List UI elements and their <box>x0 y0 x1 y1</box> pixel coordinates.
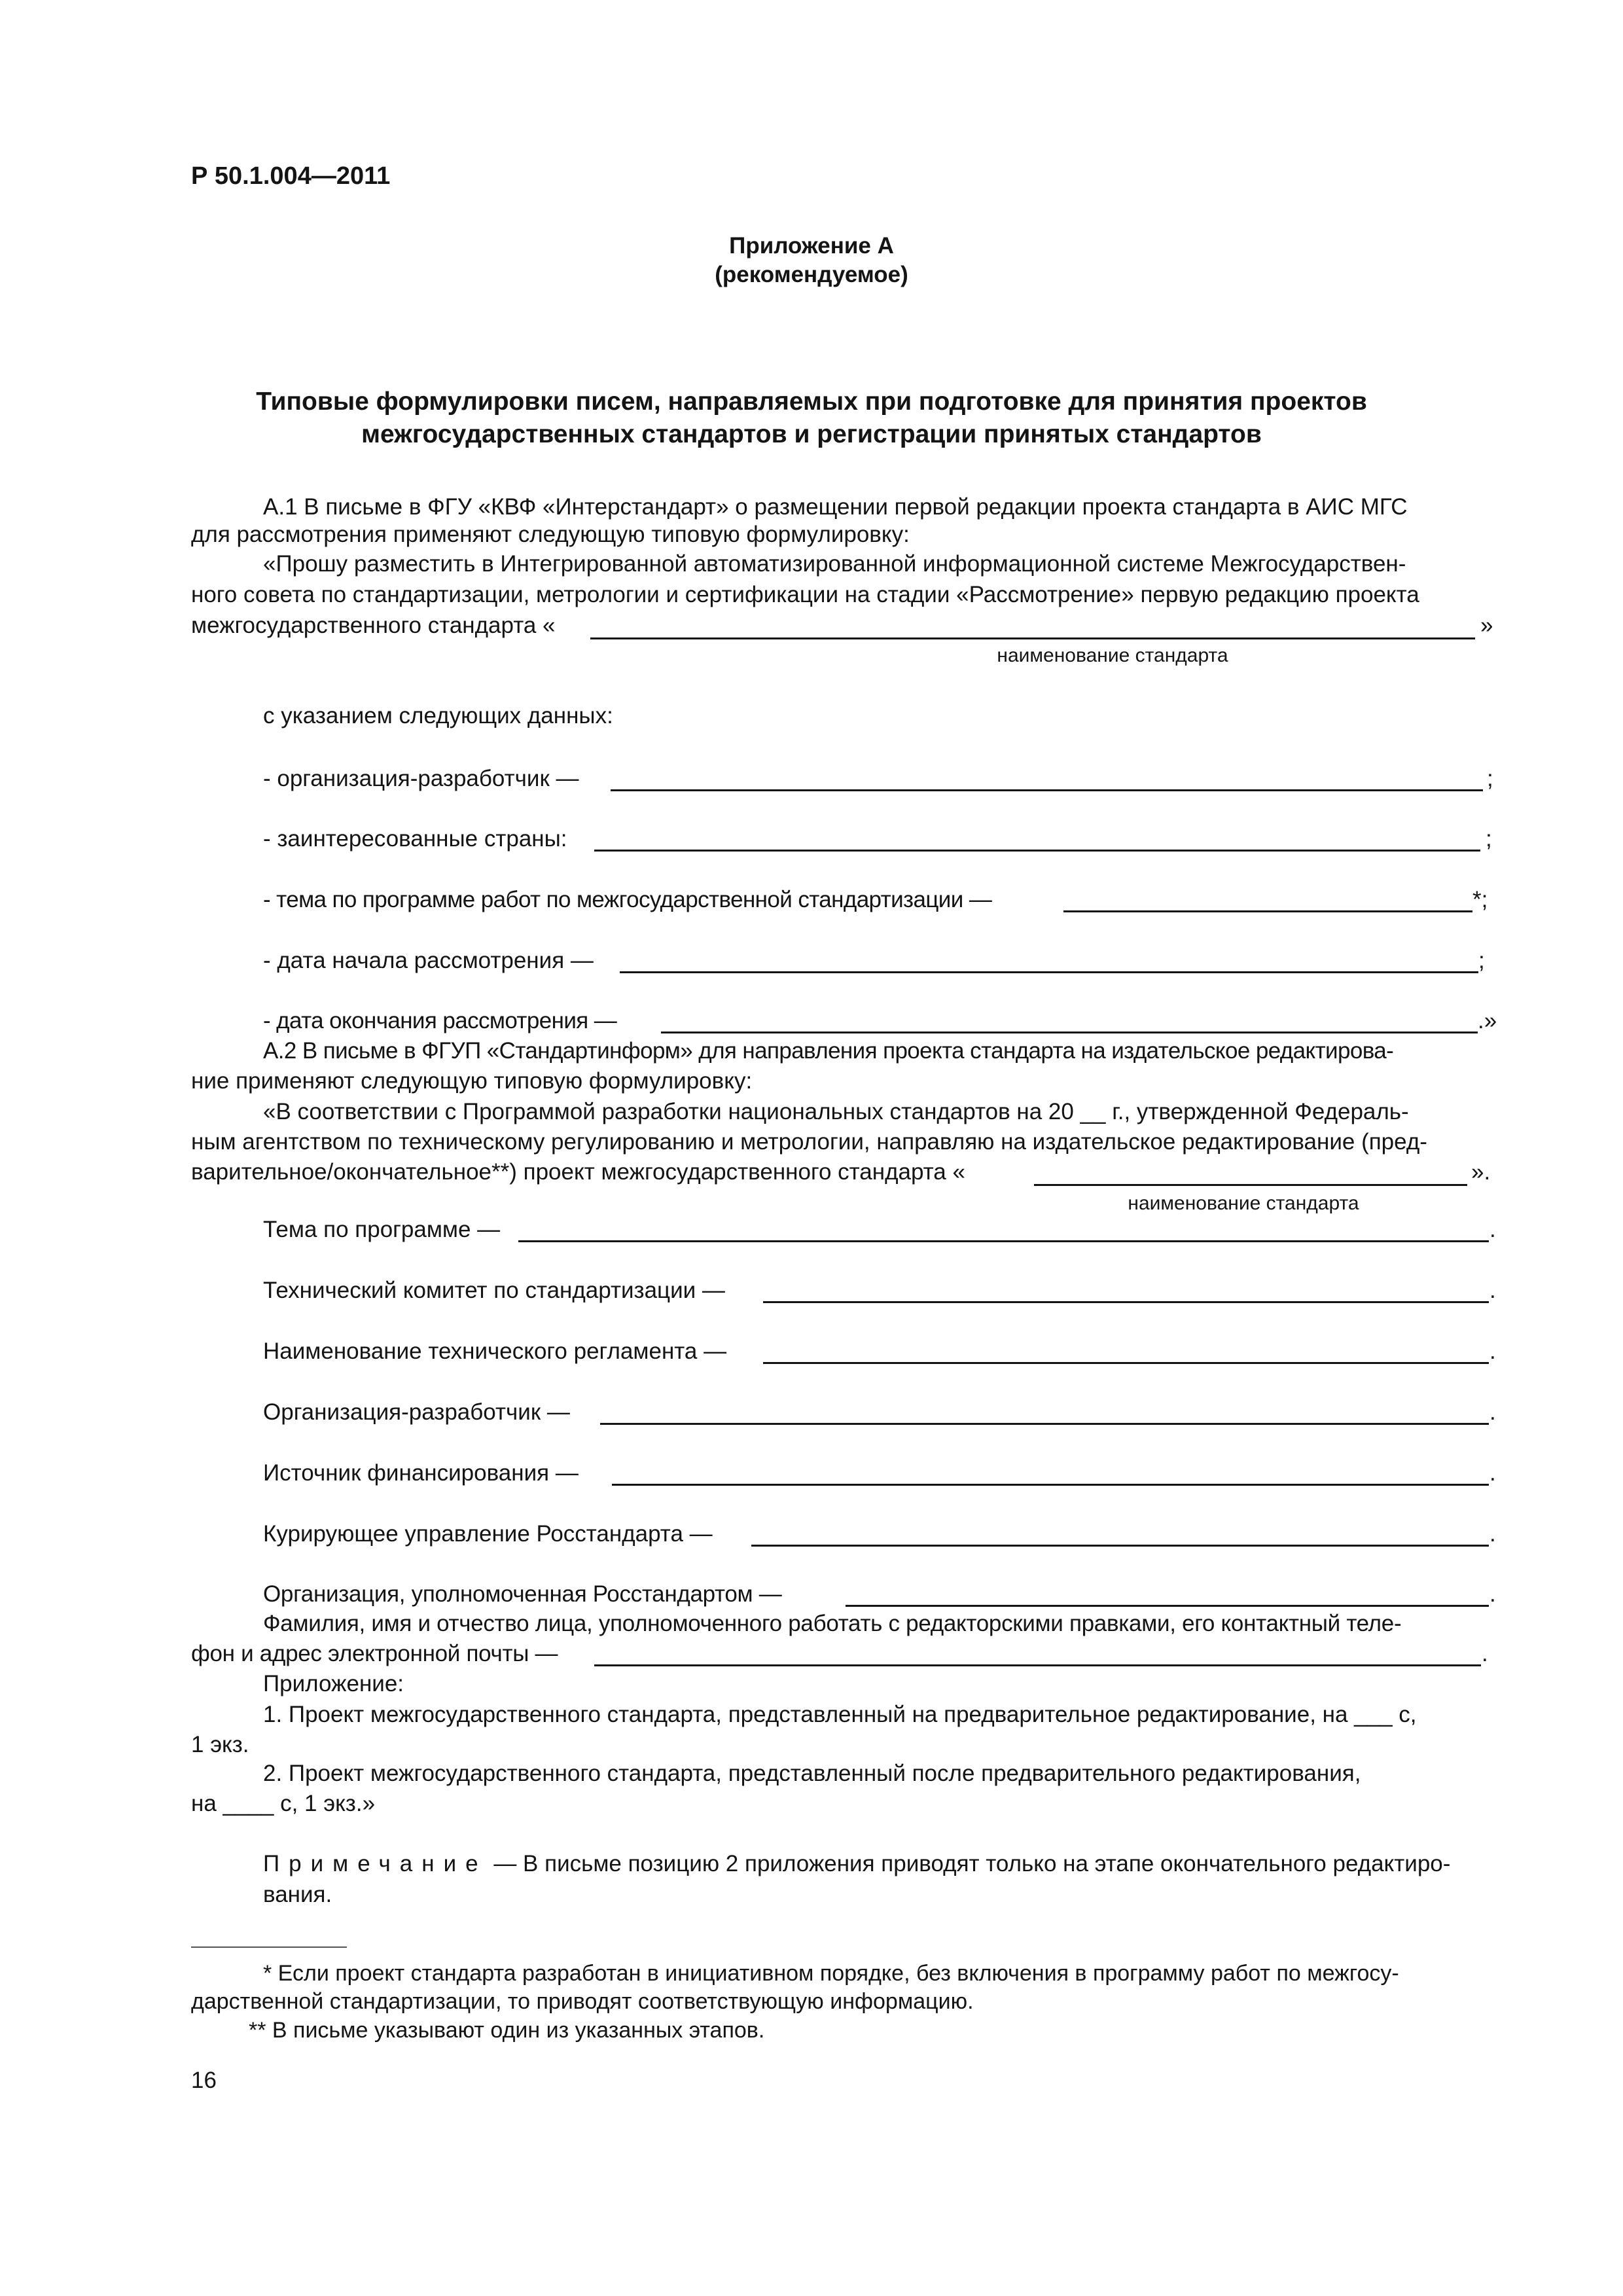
note-line1 <box>263 1851 1450 1877</box>
contact-line2: фон и адрес электронной почты — <box>191 1641 558 1666</box>
attachment-title: Приложение: <box>263 1671 404 1696</box>
footnote-2: ** В письме указывают один из указанных этапов. <box>249 2018 765 2043</box>
contact-line1: Фамилия, имя и отчество лица, уполномоченного работать с редакторскими правками, его контактный теле- <box>263 1611 1402 1636</box>
field-end: .» <box>1478 1008 1497 1033</box>
a2-quote-line3: варительное/окончательное**) проект межгосударственного стандарта « <box>191 1159 965 1185</box>
a2-standard-name-caption: наименование стандарта <box>1128 1193 1359 1214</box>
a2-quote-line1: «В соответствии с Программой разработки национальных стандартов на 20 __ г., утвержденной Федераль- <box>263 1099 1409 1124</box>
field-end: ; <box>1487 766 1493 791</box>
field-label: Наименование технического регламента — <box>263 1338 727 1364</box>
note-text: — В письме позицию 2 приложения приводят только на этапе окончательного редактиро- <box>487 1851 1451 1876</box>
attachment-2-line2: на ____ с, 1 экз.» <box>191 1791 376 1816</box>
field-end: . <box>1489 1278 1496 1303</box>
end-date-blank[interactable] <box>661 1031 1478 1033</box>
document-code: Р 50.1.004—2011 <box>191 162 391 190</box>
committee-blank[interactable] <box>763 1301 1489 1303</box>
attachment-2-line1: 2. Проект межгосударственного стандарта, представленный после предварительного редактирования, <box>263 1761 1361 1786</box>
a2-standard-name-blank[interactable] <box>1034 1184 1467 1186</box>
appendix-status: (рекомендуемое) <box>715 262 908 287</box>
program-topic-blank[interactable] <box>1063 910 1472 912</box>
regulation-blank[interactable] <box>763 1362 1489 1364</box>
appendix-title: Приложение А <box>729 233 894 259</box>
footnote-1-line1: * Если проект стандарта разработан в инициативном порядке, без включения в программу работ по межгосу- <box>263 1961 1399 1986</box>
note-label: Примечание <box>263 1851 488 1876</box>
field-label: Источник финансирования — <box>263 1460 579 1486</box>
field-label: - заинтересованные страны: <box>263 826 567 852</box>
field-label: Организация, уполномоченная Росстандартом — <box>263 1581 782 1607</box>
contact-blank[interactable] <box>594 1664 1481 1666</box>
field-end: . <box>1489 1460 1496 1486</box>
a2-quote-line2: ным агентством по техническому регулированию и метрологии, направляю на издательское редактирование (пред- <box>191 1129 1427 1155</box>
attachment-1-line2: 1 экз. <box>191 1732 249 1757</box>
field-end: . <box>1489 1338 1496 1364</box>
note-line2: вания. <box>263 1882 332 1907</box>
attachment-1-line1: 1. Проект межгосударственного стандарта, представленный на предварительное редактирование, на ___ с, <box>263 1702 1417 1727</box>
field-end: ; <box>1478 948 1485 973</box>
a1-quote-line3: межгосударственного стандарта « <box>191 613 556 638</box>
standard-name-caption: наименование стандарта <box>997 645 1228 666</box>
developer-blank[interactable] <box>611 789 1483 791</box>
field-end: . <box>1489 1521 1496 1547</box>
footnote-separator <box>191 1946 347 1948</box>
contact-end: . <box>1482 1641 1488 1666</box>
field-end: *; <box>1472 887 1488 912</box>
a2-quote-close: ». <box>1471 1159 1491 1185</box>
a2-intro-line2: ние применяют следующую типовую формулировку: <box>191 1068 753 1094</box>
field-label: - дата окончания рассмотрения — <box>263 1008 617 1033</box>
a1-quote-line1: «Прошу разместить в Интегрированной автоматизированной информационной системе Межгосударствен- <box>263 551 1406 577</box>
footnote-1-line2: дарственной стандартизации, то приводят соответствующую информацию. <box>191 1989 974 2014</box>
a1-quote-close: » <box>1480 613 1493 638</box>
a2-intro-line1: А.2 В письме в ФГУП «Стандартинформ» для направления проекта стандарта на издательское редактирова- <box>263 1038 1394 1064</box>
field-label: Технический комитет по стандартизации — <box>263 1278 725 1303</box>
a1-data-intro: с указанием следующих данных: <box>263 703 613 728</box>
field-end: ; <box>1486 826 1492 852</box>
funding-blank[interactable] <box>612 1484 1489 1486</box>
a2-developer-blank[interactable] <box>600 1423 1489 1425</box>
field-label: Организация-разработчик — <box>263 1399 570 1425</box>
field-label: - дата начала рассмотрения — <box>263 948 594 973</box>
start-date-blank[interactable] <box>620 971 1478 973</box>
field-label: - тема по программе работ по межгосударственной стандартизации — <box>263 887 992 912</box>
field-end: . <box>1489 1217 1496 1242</box>
a1-intro-line2: для рассмотрения применяют следующую типовую формулировку: <box>191 522 910 547</box>
a1-quote-line2: ного совета по стандартизации, метрологии и сертификации на стадии «Рассмотрение» первую редакцию проекта <box>191 582 1419 607</box>
standard-name-blank[interactable] <box>590 637 1475 639</box>
countries-blank[interactable] <box>594 850 1480 852</box>
field-end: . <box>1489 1581 1496 1607</box>
field-end: . <box>1489 1399 1496 1425</box>
page-number: 16 <box>191 2068 217 2093</box>
authorized-org-blank[interactable] <box>846 1605 1489 1607</box>
a1-intro-line1: А.1 В письме в ФГУ «КВФ «Интерстандарт» о размещении первой редакции проекта стандарта в АИС МГС <box>263 494 1408 520</box>
field-label: Тема по программе — <box>263 1217 501 1242</box>
section-heading-line2: межгосударственных стандартов и регистрации принятых стандартов <box>361 420 1262 448</box>
field-label: Курирующее управление Росстандарта — <box>263 1521 713 1547</box>
field-label: - организация-разработчик — <box>263 766 579 791</box>
supervising-blank[interactable] <box>751 1545 1489 1547</box>
topic-blank[interactable] <box>518 1240 1489 1242</box>
section-heading-line1: Типовые формулировки писем, направляемых при подготовке для принятия проектов <box>256 387 1367 416</box>
